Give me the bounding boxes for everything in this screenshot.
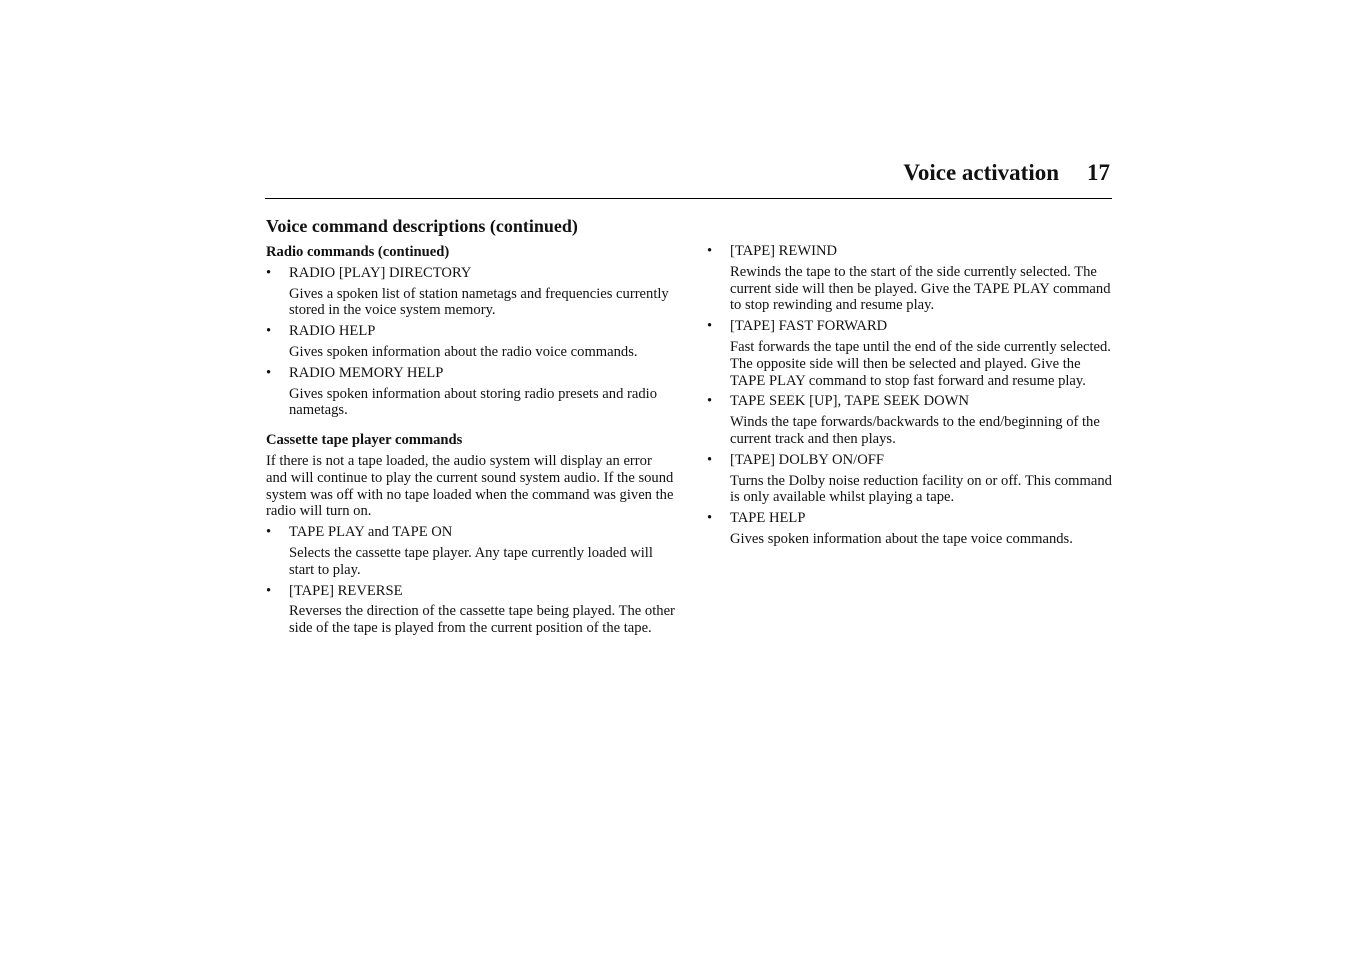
radio-commands-heading: Radio commands (continued)	[266, 244, 450, 260]
command-description: Gives a spoken list of station nametags and frequencies currently stored in the voice system memory.	[289, 285, 669, 319]
bullet: •	[707, 451, 713, 468]
right-column	[707, 243, 1117, 552]
command-name: [TAPE] DOLBY ON/OFF	[730, 451, 884, 468]
command-name: RADIO [PLAY] DIRECTORY	[289, 264, 472, 281]
command-description: Fast forwards the tape until the end of the side currently selected. The opposite side will then be selected and played. Give the TAPE PLAY command to stop fast forward and resume play.	[730, 338, 1111, 389]
bullet: •	[707, 318, 713, 335]
command-description: Reverses the direction of the cassette tape being played. The other side of the tape is played from the current position of the tape.	[289, 603, 675, 637]
list-item	[266, 583, 676, 637]
command-description: Rewinds the tape to the start of the side currently selected. The current side will then be played. Give the TAPE PLAY command to stop rewinding and resume play.	[730, 263, 1111, 314]
list-item	[266, 365, 676, 419]
list-item	[707, 318, 1117, 389]
list-item	[266, 524, 676, 578]
bullet: •	[266, 582, 272, 599]
command-name: RADIO HELP	[289, 323, 376, 340]
command-name: RADIO MEMORY HELP	[289, 364, 444, 381]
list-item	[707, 510, 1117, 548]
command-name: TAPE HELP	[730, 510, 806, 527]
page-number: 17	[1087, 160, 1110, 185]
list-item	[707, 452, 1117, 506]
command-description: Turns the Dolby noise reduction facility on or off. This command is only available whilst playing a tape.	[730, 472, 1112, 506]
list-item	[266, 265, 676, 319]
command-name: [TAPE] REWIND	[730, 243, 838, 259]
command-description: Gives spoken information about storing radio presets and radio nametags.	[289, 385, 658, 419]
tape-commands-heading: Cassette tape player commands	[266, 432, 463, 449]
command-name: TAPE PLAY and TAPE ON	[289, 524, 453, 541]
bullet: •	[266, 264, 272, 281]
bullet: •	[266, 524, 272, 541]
command-name: TAPE SEEK [UP], TAPE SEEK DOWN	[730, 393, 969, 410]
list-item	[266, 323, 676, 361]
list-item	[707, 243, 1117, 314]
bullet: •	[266, 323, 272, 340]
command-description: Winds the tape forwards/backwards to the end/beginning of the current track and then plays.	[730, 414, 1100, 447]
page-header	[265, 158, 1112, 199]
bullet: •	[707, 243, 713, 259]
left-column	[266, 214, 676, 641]
command-name: [TAPE] REVERSE	[289, 582, 403, 599]
bullet: •	[707, 393, 713, 410]
command-description: Gives spoken information about the tape voice commands.	[730, 530, 1073, 547]
command-description: Selects the cassette tape player. Any tape currently loaded will start to play.	[289, 544, 653, 578]
command-name: [TAPE] FAST FORWARD	[730, 318, 888, 335]
tape-intro-paragraph: If there is not a tape loaded, the audio system will display an error and will continue to play the current sound system audio. If the sound system was off with no tape loaded when the command was given the radio will turn on.	[266, 452, 674, 520]
bullet: •	[707, 510, 713, 527]
section-title: Voice command descriptions (continued)	[266, 216, 578, 236]
list-item	[707, 393, 1117, 447]
bullet: •	[266, 364, 272, 381]
page-title: Voice activation	[903, 160, 1059, 185]
command-description: Gives spoken information about the radio voice commands.	[289, 343, 638, 360]
